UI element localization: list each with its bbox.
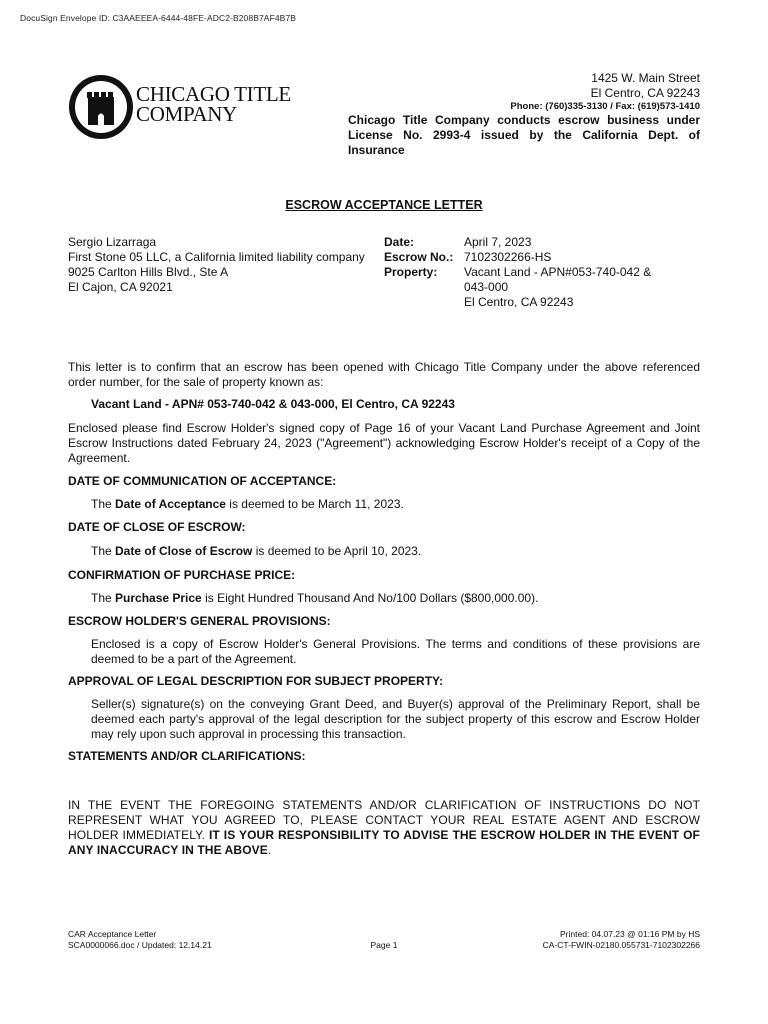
section-legal-heading: APPROVAL OF LEGAL DESCRIPTION FOR SUBJECT PROPERTY: [68, 674, 444, 688]
property-line-3: El Centro, CA 92243 [464, 295, 574, 309]
address-line-1: 1425 W. Main Street [591, 71, 700, 85]
warning-paragraph [68, 798, 700, 858]
date-label: Date: [384, 235, 415, 249]
escrow-number-label: Escrow No.: [384, 250, 454, 264]
section-price-heading: CONFIRMATION OF PURCHASE PRICE: [68, 568, 296, 582]
footer-printed: Printed: 04.07.23 @ 01:16 PM by HS [560, 929, 700, 939]
acceptance-pre: The [91, 497, 116, 511]
logo-line-2: COMPANY [136, 102, 237, 126]
address-line-2: El Centro, CA 92243 [590, 85, 700, 100]
license-statement: Chicago Title Company conducts escrow business under License No. 2993-4 issued by the California Dept. of Insurance [348, 113, 700, 157]
legal-description-text: Seller(s) signature(s) on the conveying Grant Deed, and Buyer(s) approval of the Preliminary Report, shall be deemed each party's approval of the legal description for the subject property of this escrow and Escrow Holder may rely upon such approval in processing this transaction. [91, 697, 700, 741]
close-pre: The [91, 544, 116, 558]
price-post: is Eight Hundred Thousand And No/100 Dollars ($800,000.00). [201, 591, 539, 605]
addressee-city: El Cajon, CA 92021 [68, 280, 173, 294]
escrow-details [384, 235, 651, 310]
phone-fax: Phone: (760)335-3130 / Fax: (619)573-1410 [510, 101, 700, 112]
addressee-name: Sergio Lizarraga [68, 235, 157, 249]
addressee-street: 9025 Carlton Hills Blvd., Ste A [68, 265, 229, 279]
footer-page-number: Page 1 [370, 940, 398, 950]
close-term: Date of Close of Escrow [115, 544, 253, 558]
price-term: Purchase Price [115, 591, 202, 605]
property-line-2: 043-000 [464, 280, 509, 294]
property-line-1: Vacant Land - APN#053-740-042 & [464, 265, 652, 279]
warning-normal: IN THE EVENT THE FOREGOING STATEMENTS AND/OR CLARIFICATION OF INSTRUCTIONS DO NOT REPRESENT WHAT YOU AGREED TO, PLEASE CONTACT YOUR REAL ESTATE AGENT AND ESCROW HOLDER IMMEDIATELY. [68, 798, 700, 842]
date-value: April 7, 2023 [464, 235, 532, 249]
section-statements-heading: STATEMENTS AND/OR CLARIFICATIONS: [68, 749, 306, 763]
acceptance-text [91, 497, 404, 512]
warning-bold: IT IS YOUR RESPONSIBILITY TO ADVISE THE ESCROW HOLDER IN THE EVENT OF ANY INACCURACY IN THE ABOVE [68, 828, 700, 857]
letter-title: ESCROW ACCEPTANCE LETTER [285, 198, 483, 212]
property-label: Property: [384, 265, 438, 279]
close-post: is deemed to be April 10, 2023. [252, 544, 422, 558]
addressee-company: First Stone 05 LLC, a California limited liability company [68, 250, 365, 264]
price-pre: The [91, 591, 116, 605]
property-value [464, 265, 651, 310]
property-description: Vacant Land - APN# 053-740-042 & 043-000, El Centro, CA 92243 [91, 397, 455, 411]
logo-line-1: CHICAGO TITLE [136, 82, 291, 106]
company-logo [68, 72, 134, 142]
footer-doc-updated: SCA0000066.doc / Updated: 12.14.21 [68, 939, 212, 950]
enclosed-paragraph: Enclosed please find Escrow Holder's signed copy of Page 16 of your Vacant Land Purchase Agreement and Joint Escrow Instructions dated February 24, 2023 ("Agreement") acknowledging Escrow Holder's receipt of a Copy of the Agreement. [68, 421, 700, 465]
section-acceptance-heading: DATE OF COMMUNICATION OF ACCEPTANCE: [68, 474, 337, 488]
acceptance-post: is deemed to be March 11, 2023. [225, 497, 404, 511]
docusign-envelope-id: DocuSign Envelope ID: C3AAEEEA-6444-48FE-ADC2-B208B7AF4B7B [20, 13, 297, 23]
footer-right [543, 929, 700, 950]
general-provisions-text: Enclosed is a copy of Escrow Holder's General Provisions. The terms and conditions of these provisions are deemed to be a part of the Agreement. [91, 637, 700, 666]
warning-end: . [267, 843, 272, 857]
addressee-block [68, 235, 365, 295]
close-text [91, 544, 421, 559]
price-text [91, 591, 538, 606]
section-general-heading: ESCROW HOLDER'S GENERAL PROVISIONS: [68, 614, 331, 628]
intro-paragraph: This letter is to confirm that an escrow has been opened with Chicago Title Company under the above referenced order number, for the sale of property known as: [68, 360, 700, 389]
section-close-heading: DATE OF CLOSE OF ESCROW: [68, 520, 246, 534]
company-address [510, 71, 700, 115]
escrow-number-value: 7102302266-HS [464, 250, 552, 264]
company-logo-text [136, 84, 291, 124]
footer-file-id: CA-CT-FWIN-02180.055731-7102302266 [542, 939, 700, 950]
footer-form-name: CAR Acceptance Letter [68, 929, 157, 939]
acceptance-term: Date of Acceptance [115, 497, 226, 511]
